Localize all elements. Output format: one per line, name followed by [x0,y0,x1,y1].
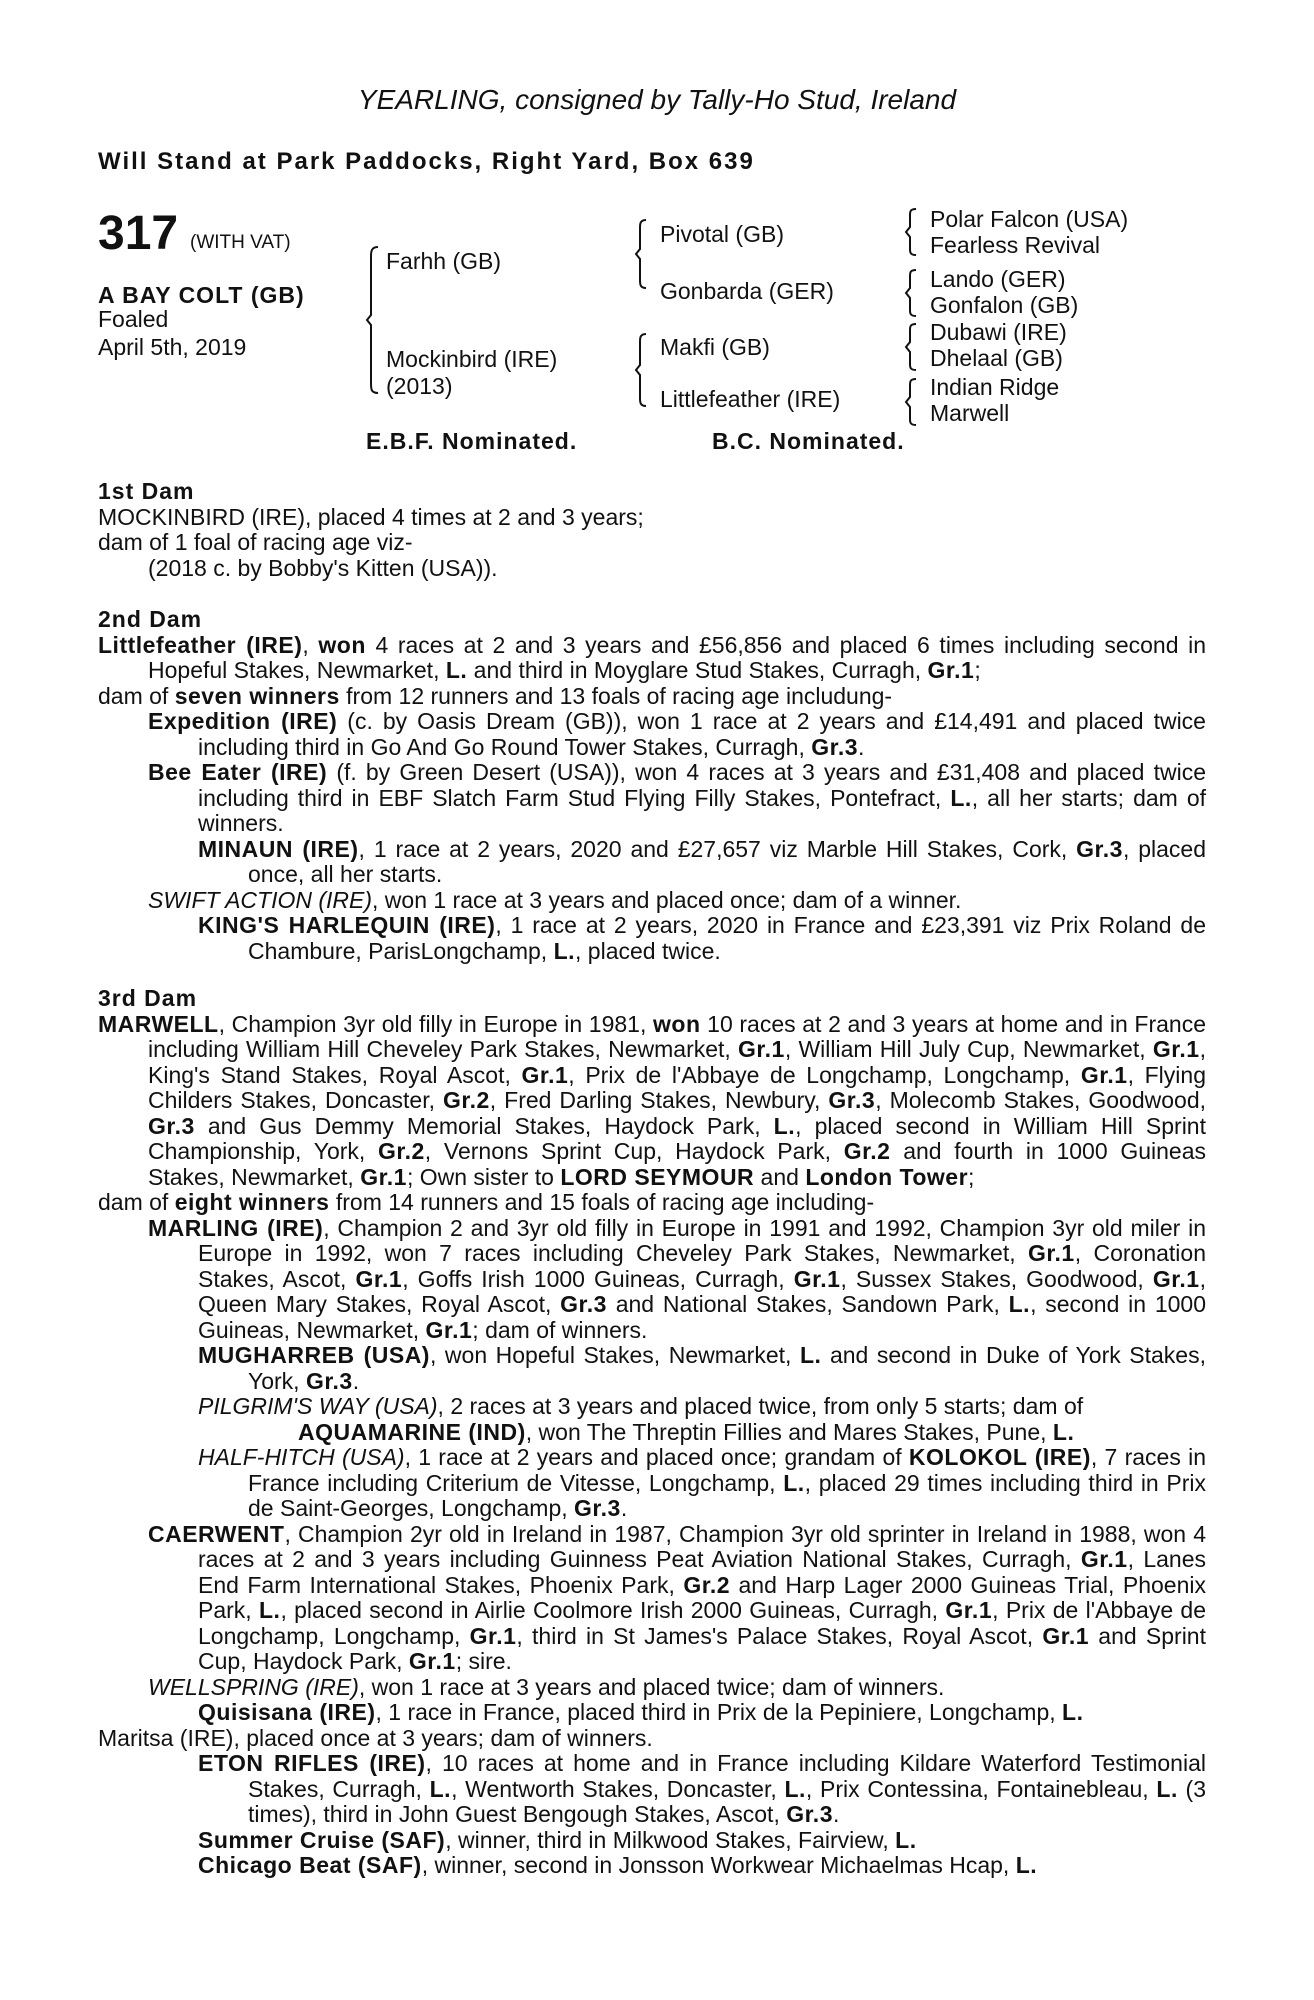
text-run: MOCKINBIRD (IRE), placed 4 times at 2 and 3 years; [98,503,644,530]
third-dam-entry [98,1700,1206,1726]
third-dam-entry [98,1343,1206,1394]
first-dam-heading: 1st Dam [98,478,195,504]
text-run: ; dam of winners. [472,1316,648,1343]
bold-run: L. [773,1112,796,1139]
second-dam-section [98,607,1206,964]
text-run: , Champion 2 and 3yr old filly in Europe in 1991 and 1992, Champion 3yr old miler in Europe in 1992, won 7 races including Cheveley Park Stakes, Newmarket, [198,1214,1206,1266]
sire-name: Farhh (GB) [386,248,502,274]
third-dam-section [98,986,1206,1879]
bold-run: L. [1015,1852,1038,1878]
bold-run: Gr.1 [360,1163,407,1190]
pedigree-bracket-dd [904,377,918,427]
bold-run: L. [429,1775,452,1802]
italic-run: SWIFT ACTION (IRE) [148,886,373,913]
italic-run: WELLSPRING (IRE) [148,1673,359,1700]
bold-run: Gr.1 [738,1036,785,1062]
third-dam-entry [98,1394,1206,1420]
gg-dd-dam: Marwell [930,400,1010,426]
text-run: and Sprint Cup, Haydock Park, [198,1622,1206,1674]
bold-run: Gr.1 [1027,1240,1075,1266]
sire-dam-name: Gonbarda (GER) [660,278,834,304]
second-dam-body [98,633,1206,965]
text-run: , 1 race at 2 years, 2020 in France and £23,391 viz Prix Roland de Chambure, ParisLongchamp, [248,912,1206,964]
text-run: (2018 c. by Bobby's Kitten (USA)). [148,554,498,581]
text-run: , placed second in Airlie Coolmore Irish 2000 Guineas, Curragh, [280,1597,946,1623]
first-dam-line [98,505,1206,531]
bold-run: ETON RIFLES (IRE) [198,1750,426,1776]
bold-run: Gr.3 [560,1291,607,1317]
pedigree-bracket-ds [904,322,918,372]
bold-run: L. [553,937,576,964]
bold-run: Gr.1 [927,657,975,683]
bold-run: Gr.3 [574,1495,621,1521]
bold-run: Littlefeather (IRE) [98,631,303,658]
bold-run: Gr.1 [408,1648,456,1674]
pedigree-bracket-gen1 [366,245,380,395]
bold-run: Gr.1 [1152,1265,1200,1292]
bold-run: eight winners [174,1189,330,1215]
text-run: . [352,1367,360,1394]
bold-run: Gr.3 [305,1367,353,1394]
pedigree-bracket-sd [904,268,918,318]
gg-ds-sire: Dubawi (IRE) [930,319,1067,345]
gg-dd-sire: Indian Ridge [930,374,1060,400]
text-run: , winner, second in Jonsson Workwear Michaelmas Hcap, [421,1852,1016,1878]
text-run: , Molecomb Stakes, Goodwood, [875,1087,1206,1113]
bold-run: L. [895,1826,917,1853]
italic-run: HALF-HITCH (USA) [198,1444,405,1470]
text-run: , Prix de l'Abbaye de Longchamp, Longchamp, [568,1061,1081,1088]
text-run: , King's Stand Stakes, Royal Ascot, [148,1036,1206,1088]
text-run: from 12 runners and 13 foals of racing age includung- [339,682,893,709]
bold-run: Gr.1 [355,1265,403,1292]
second-dam-entry [98,913,1206,964]
bold-run: won [318,631,366,658]
text-run: , 7 races in France including Criterium de Vitesse, Longchamp, [248,1444,1206,1496]
third-dam-entry [98,1828,1206,1854]
dam-name: Mockinbird (IRE) [386,346,558,372]
bold-run: L. [445,657,468,683]
second-dam-heading: 2nd Dam [98,606,203,632]
text-run: , 10 races at home and in France including Kildare Waterford Testimonial Stakes, Curragh, [248,1750,1206,1802]
bold-run: Summer Cruise (SAF) [198,1826,446,1853]
text-run: , 1 race in France, placed third in Prix de la Pepiniere, Longchamp, [375,1699,1063,1725]
text-run: ; Own sister to [406,1163,561,1190]
text-run: and Harp Lager 2000 Guineas Trial, Phoenix Park, [198,1571,1206,1623]
third-dam-entry [98,1522,1206,1675]
bold-run: Gr.2 [683,1571,731,1598]
third-dam-entry [98,1190,1206,1216]
text-run: and [754,1163,806,1190]
bold-run: L. [1156,1775,1178,1802]
text-run: . [833,1801,840,1827]
italic-run: PILGRIM'S WAY (USA) [198,1393,438,1419]
pedigree-bracket-ss [904,207,918,257]
text-run: ; [974,657,981,683]
bold-run: London Tower [805,1163,969,1190]
bold-run: Gr.1 [1080,1546,1128,1572]
pedigree-bracket-sire [634,218,648,290]
bold-run: L. [799,1342,822,1368]
bold-run: L. [1062,1699,1084,1725]
text-run: , Vernons Sprint Cup, Haydock Park, [424,1138,844,1164]
text-run: , Lanes End Farm International Stakes, Phoenix Park, [198,1546,1206,1598]
text-run: , Flying Childers Stakes, Doncaster, [148,1061,1206,1113]
bold-run: Gr.2 [843,1138,891,1164]
text-run: 10 races at 2 and 3 years at home and in France including William Hill Cheveley Park Stakes, Newmarket, [148,1010,1206,1062]
sire-sire-name: Pivotal (GB) [660,221,784,247]
bold-run: Gr.3 [811,733,859,760]
text-run: dam of [98,682,175,709]
bold-run: Gr.1 [425,1316,473,1343]
bold-run: KING'S HARLEQUIN (IRE) [198,912,496,938]
text-run: . [858,733,865,760]
third-dam-entry [98,1726,1206,1752]
bold-run: L. [1052,1418,1075,1445]
gg-ss-sire: Polar Falcon (USA) [930,206,1129,232]
gg-ss-dam: Fearless Revival [930,232,1100,258]
text-run: , won 1 race at 3 years and placed once; dam of a winner. [372,886,962,913]
text-run: (f. by Green Desert (USA)), won 4 races at 3 years and £31,408 and placed twice including third in EBF Slatch Farm Stud Flying Filly Stakes, Pontefract, [198,759,1206,811]
gg-sd-sire: Lando (GER) [930,266,1066,292]
second-dam-entry [98,684,1206,710]
dam-sire-name: Makfi (GB) [660,334,770,360]
text-run: , placed 29 times including third in Prix de Saint-Georges, Longchamp, [248,1469,1206,1521]
bold-run: Quisisana (IRE) [198,1699,376,1725]
second-dam-entry [98,709,1206,760]
text-run: , Champion 2yr old in Ireland in 1987, Champion 3yr old sprinter in Ireland in 1988, won 4 races at 2 and 3 years including Guinness Peat Aviation National Stakes, Curragh, [198,1520,1206,1572]
text-run: . [620,1495,628,1521]
bold-run: Chicago Beat (SAF) [198,1852,422,1878]
second-dam-entry [98,837,1206,888]
bold-run: LORD SEYMOUR [560,1163,755,1190]
catalogue-header: YEARLING, consigned by Tally-Ho Stud, Ireland [357,84,957,115]
bold-run: Gr.1 [1152,1036,1200,1062]
lot-number: 317 [98,207,179,260]
bold-run: Expedition (IRE) [148,708,338,734]
text-run: , Queen Mary Stakes, Royal Ascot, [198,1265,1206,1317]
bold-run: Gr.2 [443,1087,490,1113]
second-dam-entry [98,888,1206,914]
text-run: Maritsa (IRE), placed once at 3 years; dam of winners. [98,1724,653,1751]
text-run: , second in 1000 Guineas, Newmarket, [198,1291,1206,1343]
text-run: from 14 runners and 15 foals of racing age including- [329,1189,875,1215]
bold-run: KOLOKOL (IRE) [908,1444,1091,1470]
gg-sd-dam: Gonfalon (GB) [930,292,1079,318]
bold-run: L. [783,1469,805,1496]
text-run: , [302,631,319,658]
lot-vat-note: (WITH VAT) [190,232,291,253]
text-run: and Gus Demmy Memorial Stakes, Haydock Park, [194,1112,774,1139]
bold-run: Gr.2 [378,1138,425,1164]
gg-ds-dam: Dhelaal (GB) [930,345,1063,371]
text-run: , Champion 3yr old filly in Europe in 1981, [218,1010,654,1037]
text-run: , Coronation Stakes, Ascot, [198,1240,1206,1292]
bold-run: Gr.1 [1042,1622,1090,1649]
text-run: , all her starts; dam of winners. [198,784,1206,836]
bold-run: seven winners [174,682,340,709]
third-dam-entry [98,1216,1206,1344]
text-run: , won Hopeful Stakes, Newmarket, [429,1342,800,1368]
third-dam-body [98,1012,1206,1879]
ebf-nomination: E.B.F. Nominated. [366,428,578,454]
text-run: , Prix Contessina, Fontainebleau, [805,1775,1157,1802]
text-run: dam of [98,1189,175,1215]
bold-run: won [653,1010,701,1037]
text-run: ; sire. [455,1648,512,1674]
bold-run: Gr.1 [521,1061,569,1088]
third-dam-entry [98,1853,1206,1879]
bold-run: Gr.3 [1076,835,1123,862]
bold-run: CAERWENT [148,1520,285,1547]
bold-run: L. [784,1775,806,1802]
third-dam-entry [98,1012,1206,1191]
bold-run: MARWELL [98,1010,219,1037]
bold-run: MARLING (IRE) [148,1214,324,1241]
foaled-label: Foaled [98,306,169,332]
text-run: 4 races at 2 and 3 years and £56,856 and placed 6 times including second in Hopeful Stakes, Newmarket, [148,631,1207,683]
text-run: and third in Moyglare Stud Stakes, Curragh, [467,657,928,683]
text-run: , placed twice. [575,937,721,964]
text-run: and second in Duke of York Stakes, York, [248,1342,1206,1394]
text-run: , Wentworth Stakes, Doncaster, [451,1775,785,1802]
text-run: , placed once, all her starts. [248,835,1206,887]
text-run: , 2 races at 3 years and placed twice, from only 5 starts; dam of [437,1393,1084,1419]
text-run: ; [968,1163,975,1190]
stand-location: Will Stand at Park Paddocks, Right Yard, Box 639 [98,148,755,175]
third-dam-entry [98,1751,1206,1828]
second-dam-entry [98,633,1206,684]
bold-run: Gr.3 [828,1087,876,1113]
third-dam-entry [98,1675,1206,1701]
pedigree-bracket-dam [634,332,648,408]
text-run: , placed second in William Hill Sprint Championship, York, [148,1112,1206,1164]
bold-run: L. [258,1597,281,1623]
dam-dam-name: Littlefeather (IRE) [660,386,841,412]
text-run: , third in St James's Palace Stakes, Royal Ascot, [516,1622,1043,1649]
bold-run: AQUAMARINE (IND) [298,1418,526,1445]
text-run: , 1 race at 2 years and placed once; grandam of [404,1444,909,1470]
dam-year: (2013) [386,373,453,399]
third-dam-entry [98,1445,1206,1522]
text-run: , Sussex Stakes, Goodwood, [840,1265,1153,1292]
text-run: , William Hill July Cup, Newmarket, [784,1036,1153,1062]
first-dam-body [98,505,1206,582]
bold-run: Gr.1 [945,1597,993,1623]
text-run: , Prix de l'Abbaye de Longchamp, Longchamp, [198,1597,1206,1649]
first-dam-line [98,530,1206,556]
bold-run: Gr.1 [793,1265,841,1292]
bold-run: MINAUN (IRE) [198,835,359,862]
first-dam-line [98,556,1206,582]
lot-description: A BAY COLT (GB) [98,282,305,308]
bold-run: MUGHARREB (USA) [198,1342,430,1368]
text-run: dam of 1 foal of racing age viz- [98,529,413,555]
text-run: , won The Threptin Fillies and Mares Stakes, Pune, [525,1418,1053,1445]
bold-run: Gr.3 [148,1112,195,1139]
foaled-date: April 5th, 2019 [98,334,247,360]
text-run: (c. by Oasis Dream (GB)), won 1 race at 2 years and £14,491 and placed twice including third in Go And Go Round Tower Stakes, Curragh, [198,708,1206,760]
bold-run: Gr.1 [1080,1061,1128,1088]
bold-run: Gr.3 [786,1801,833,1827]
second-dam-entry [98,760,1206,837]
bold-run: Bee Eater (IRE) [148,759,328,785]
text-run: and National Stakes, Sandown Park, [606,1291,1009,1317]
text-run: , 1 race at 2 years, 2020 and £27,657 viz Marble Hill Stakes, Cork, [358,835,1077,862]
text-run: , won 1 race at 3 years and placed twice; dam of winners. [358,1673,945,1700]
bold-run: L. [950,784,972,811]
bc-nomination: B.C. Nominated. [712,428,905,454]
text-run: , Goffs Irish 1000 Guineas, Curragh, [402,1265,794,1292]
bold-run: L. [1008,1291,1031,1317]
third-dam-heading: 3rd Dam [98,985,198,1011]
third-dam-entry [98,1420,1206,1446]
bold-run: Gr.1 [469,1622,517,1649]
first-dam-section [98,479,1206,581]
text-run: , Fred Darling Stakes, Newbury, [489,1087,829,1113]
text-run: , winner, third in Milkwood Stakes, Fairview, [445,1826,896,1853]
text-run: (3 times), third in John Guest Bengough Stakes, Ascot, [248,1775,1207,1827]
text-run: and fourth in 1000 Guineas Stakes, Newmarket, [148,1138,1206,1190]
